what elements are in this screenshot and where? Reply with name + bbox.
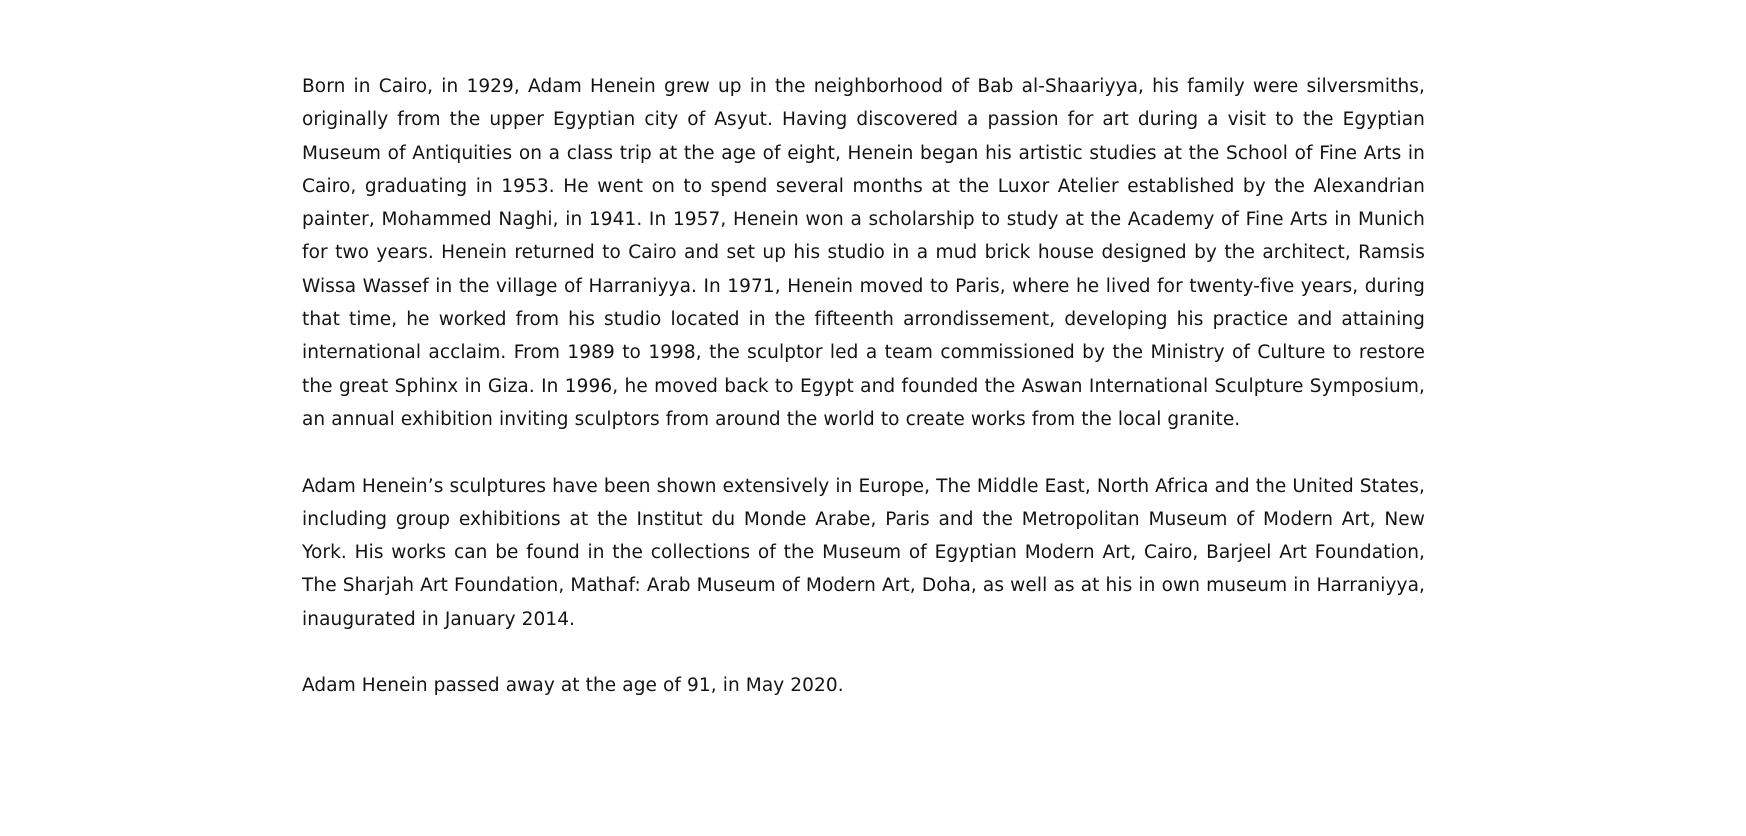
- biography-paragraph-exhibitions: Adam Henein’s sculptures have been shown extensively in Europe, The Middle East, North Africa and the United States, including group exhibitions at the Institut du Monde Arabe, Paris and the Metropolitan Museum of Modern Art, New York. His works can be found in the collections of the Museum of Egyptian Modern Art, Cairo, Barjeel Art Foundation, The Sharjah Art Foundation, Mathaf: Arab Museum of Modern Art, Doha, as well as at his in own museum in Harraniyya, inaugurated in January 2014.: [302, 475, 1425, 630]
- biography-paragraph-early-life: Born in Cairo, in 1929, Adam Henein grew up in the neighborhood of Bab al-Shaariyya, his family were silversmiths, originally from the upper Egyptian city of Asyut. Having discovered a passion for art during a visit to the Egyptian Museum of Antiquities on a class trip at the age of eight, Henein began his artistic studies at the School of Fine Arts in Cairo, graduating in 1953. He went on to spend several months at the Luxor Atelier established by the Alexandrian painter, Mohammed Naghi, in 1941. In 1957, Henein won a scholarship to study at the Academy of Fine Arts in Munich for two years. Henein returned to Cairo and set up his studio in a mud brick house designed by the architect, Ramsis Wissa Wassef in the village of Harraniyya. In 1971, Henein moved to Paris, where he lived for twenty-five years, during that time, he worked from his studio located in the fifteenth arrondissement, developing his practice and attaining international acclaim. From 1989 to 1998, the sculptor led a team commissioned by the Ministry of Culture to restore the great Sphinx in Giza. In 1996, he moved back to Egypt and founded the Aswan International Sculpture Symposium, an annual exhibition inviting sculptors from around the world to create works from the local granite.: [302, 76, 1425, 430]
- biography-paragraph-death: Adam Henein passed away at the age of 91, in May 2020.: [302, 675, 844, 697]
- biography-text: [302, 70, 1425, 703]
